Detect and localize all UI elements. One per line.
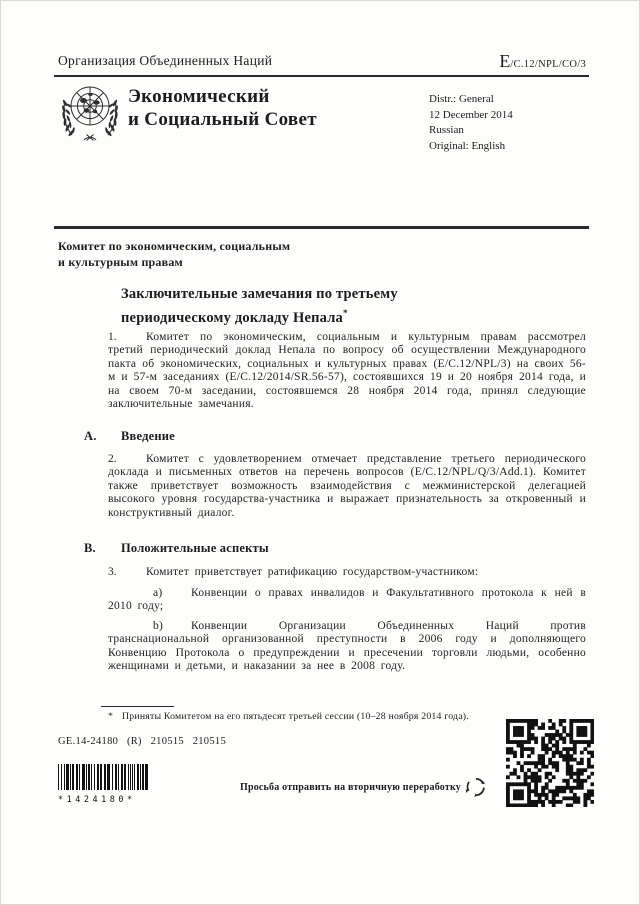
council-title [128,85,317,131]
subparagraph-b-text: Конвенции Организации Объединенных Наций против транснациональной организованной преступности в 2006 году и дополняющего Конвенцию Протокола о предупреждении и пресечении торговли людьми, особенно женщинами и детьми, и наказании за нее в 2008 году. [108,620,586,673]
council-title-line1: Экономический [128,86,270,107]
paragraph-2-number: 2. [108,453,117,465]
subparagraph-a [108,587,586,614]
section-b-letter: B. [84,541,96,555]
barcode [58,764,154,805]
un-org-name: Организация Объединенных Наций [58,53,273,68]
paragraph-3-text: Комитет приветствует ратификацию государством-участником: [146,566,479,578]
paragraph-2-text: Комитет с удовлетворением отмечает представление третьего периодического доклада и письменных ответов на перечень вопросов (E/C.12/NPL/Q/3/Add.1). Комитет также приветствует возможность взаимодействия с межминистерской делегацией высокого уровня государства-участника и выражает признательность за откровенный и конструктивный диалог. [108,453,586,519]
document-symbol-rest: /C.12/NPL/CO/3 [510,59,586,70]
footnote-text: Приняты Комитетом на его пятьдесят третьей сессии (10–28 ноября 2014 года). [122,711,469,722]
paragraph-2 [108,453,586,520]
title-footnote-marker: * [343,307,348,318]
paragraph-1-text: Комитет по экономическим, социальным и культурным правам рассмотрел третий периодический доклад Непала по вопросу об осуществлении Международного пакта об экономических, социальных и культурных правах (E/C.12/NPL/3) на своих 56-м и 57-м заседаниях (E/C.12/2014/SR.56-57), состоявшихся 19 и 20 ноября 2014 года, и на своем 70-м заседании, состоявшемся 28 ноября 2014 года, принял следующие заключительные замечания. [108,331,586,411]
paragraph-3-number: 3. [108,566,117,578]
document-title-line2: периодическому докладу Непала* [121,307,348,326]
footnote-marker: * [108,711,114,722]
footnote-divider [101,706,174,707]
subparagraph-a-text: Конвенции о правах инвалидов и Факультативного протокола к ней в 2010 году; [108,587,586,613]
ge-reference-line: GE.14-24180 (R) 210515 210515 [58,736,226,747]
paragraph-1 [108,331,586,411]
paragraph-1-number: 1. [108,331,117,343]
section-b-label: Положительные аспекты [121,541,269,555]
subparagraph-b [108,620,586,674]
document-title-line1: Заключительные замечания по третьему [121,286,398,302]
barcode-icon [58,764,150,790]
section-a-letter: A. [84,429,97,443]
distribution-block [429,92,513,154]
header-divider [54,75,589,77]
recycle-icon [463,773,489,801]
committee-line1: Комитет по экономическим, социальным [58,239,291,253]
recycle-notice: Просьба отправить на вторичную переработку [239,782,461,793]
section-divider [54,226,589,229]
subparagraph-b-label: b) [153,620,164,632]
section-b-heading [84,541,269,556]
section-a-heading [84,429,175,444]
paragraph-3 [108,566,586,579]
document-title [121,285,398,327]
footnote [108,711,538,722]
language-line: Russian [429,124,464,136]
distr-line: Distr.: General [429,93,494,105]
barcode-text: *1424180* [58,795,136,805]
committee-heading [58,238,290,270]
subparagraph-a-label: а) [153,587,163,599]
qr-code-icon [506,719,594,807]
date-line: 12 December 2014 [429,108,513,121]
section-a-label: Введение [121,429,175,443]
document-symbol [499,51,586,72]
committee-line2: и культурным правам [58,255,183,269]
council-title-line2: и Социальный Совет [128,109,317,130]
un-emblem-icon [57,81,123,143]
document-symbol-initial: E [499,51,511,71]
original-line: Original: English [429,139,506,152]
